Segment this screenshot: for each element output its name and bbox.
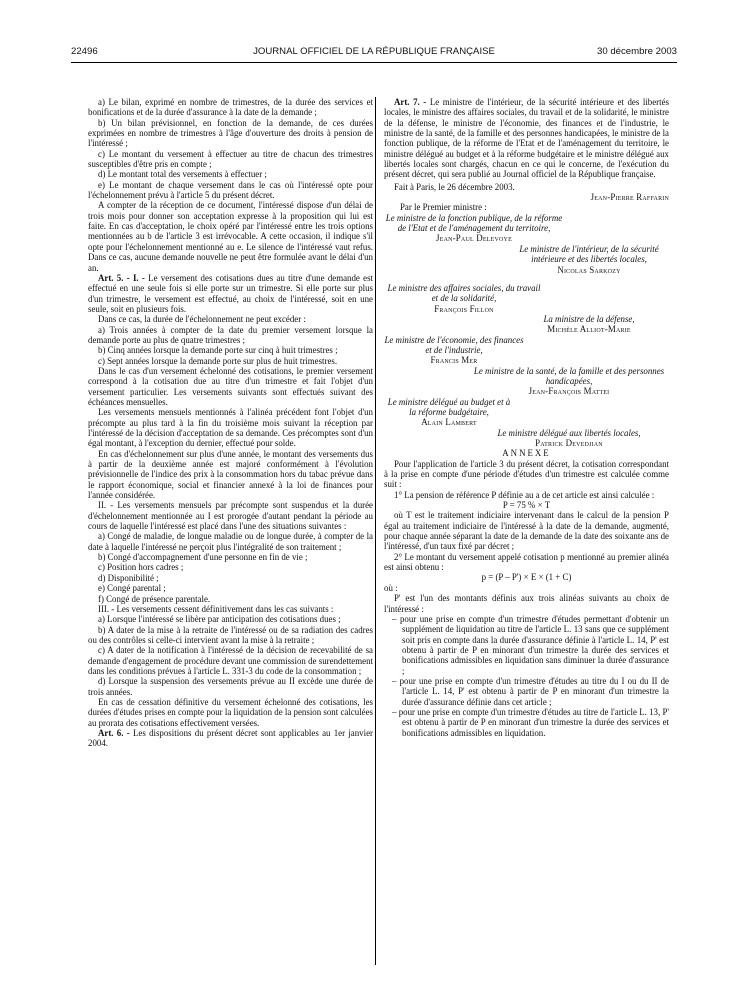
- paragraph: Dans ce cas, la durée de l'échelonnement ne peut excéder :: [98, 314, 306, 325]
- paragraph: b) Un bilan prévisionnel, en fonction de la demande, de ces durées exprimées en nombre de trimestres à l'âge d'ouverture des droits à pension de l'intéressé ;: [88, 117, 373, 149]
- signatory-title: Le ministre de la santé, de la famille et des personnes handicapées,: [473, 365, 665, 386]
- signatory-name: Michèle Alliot-Marie: [547, 324, 631, 335]
- paragraph: où :: [384, 582, 398, 593]
- paragraph: où T est le traitement indiciaire intervenant dans le calcul de la pension P égal au traitement indiciaire de l'intéressé à la date de la demande, augmenté, pour chaque année séparant la date de la demande de la date des soixante ans de l'intéressé, d'un taux fixé par décret ;: [384, 510, 669, 552]
- paragraph: Les versements mensuels mentionnés à l'alinéa précédent font l'objet d'un précompte au plus tard à la fin du troisième mois suivant la réception par l'intéressé de la décision d'acceptation de sa demande. Ces précomptes sont d'un égal montant, à l'exception du dernier, effectué pour solde.: [88, 407, 373, 449]
- formula: P = 75 % × T: [502, 500, 551, 511]
- issue-date: 30 décembre 2003: [596, 46, 677, 57]
- signatory-title: Le ministre de l'économie, des finances et de l'industrie,: [384, 334, 524, 355]
- signatory-name: Nicolas Sarkozy: [557, 264, 621, 275]
- place-date: Fait à Paris, le 26 décembre 2003.: [394, 181, 515, 192]
- signature-block: [469, 366, 669, 397]
- paragraph: II. - Les versements mensuels par précompte sont suspendus et la durée d'échelonnement mentionnée au I est prorogée d'autant pendant la période au cours de laquelle l'intéressé est placé dans l'une des situations suivantes :: [88, 500, 373, 532]
- signatory-name: François Fillon: [434, 303, 494, 314]
- journal-title: JOURNAL OFFICIEL DE LA RÉPUBLIQUE FRANÇAISE: [253, 46, 495, 57]
- paragraph: P' est l'un des montants définis aux trois alinéas suivants au choix de l'intéressé :: [384, 593, 669, 614]
- signature-intro: Par le Premier ministre :: [400, 202, 487, 213]
- left-column: [88, 97, 373, 749]
- signatory-name: Jean-Paul Delevoye: [436, 233, 512, 244]
- article-label: Art. 7. -: [394, 97, 427, 107]
- paragraph: c) Le montant du versement à effectuer au titre de chacun des trimestres susceptibles d'être pris en compte ;: [88, 148, 373, 170]
- paragraph: c) Sept années lorsque la demande porte sur plus de huit trimestres.: [98, 355, 338, 366]
- signatory-name: Jean-Pierre Raffarin: [590, 192, 669, 203]
- article-7: [384, 97, 669, 180]
- article-text: Le ministre de l'intérieur, de la sécurité intérieure et des libertés locales, le ministre des affaires sociales, du travail et de la solidarité, le ministre de la défense, le ministre de l'économie, des finances et de l'industrie, le ministre de la santé, de la famille et des personnes handicapées, le ministre de la fonction publique, de la réforme de l'Etat et de l'aménagement du territoire, le ministre délégué au budget et à la réforme budgétaire et le ministre délégué aux libertés locales sont chargés, chacun en ce qui le concerne, de l'exécution du présent décret, qui sera publié au Journal officiel de la République française.: [384, 97, 669, 180]
- paragraph: b) Cinq années lorsque la demande porte sur cinq à huit trimestres ;: [98, 345, 338, 356]
- paragraph: c) Position hors cadres ;: [98, 562, 184, 573]
- paragraph: a) Trois années à compter de la date du premier versement lorsque la demande porte au plus de quatre trimestres ;: [88, 324, 373, 345]
- paragraph: f) Congé de présence parentale.: [98, 593, 211, 604]
- signatory-title: Le ministre délégué au budget et à la réforme budgétaire,: [387, 396, 511, 417]
- paragraph: En cas d'échelonnement sur plus d'une année, le montant des versements dus à partir de la deuxième année est majoré conformément à l'évolution prévisionnelle de l'indice des prix à la consommation hors du tabac prévue dans le rapport économique, social et financier annexé à la loi de finances pour l'année considérée.: [88, 448, 373, 501]
- signatory-title: Le ministre délégué aux libertés locales,: [497, 427, 641, 438]
- signature-block: [384, 397, 514, 428]
- paragraph: d) Le montant total des versements à effectuer ;: [98, 169, 267, 180]
- article-text: Le versement des cotisations dues au titre d'une demande est effectué en une seule fois si elle porte sur un trimestre. Si elle porte sur plus d'un trimestre, le versement est effectué, au choix de l'intéressé, soit en une seule, soit en plusieurs fois.: [88, 272, 373, 314]
- page-number: 22496: [71, 46, 98, 57]
- signatory-title: Le ministre de la fonction publique, de la réforme de l'Etat et de l'aménagement du territoire,: [385, 212, 563, 234]
- right-column: [384, 97, 669, 738]
- signature-block: [469, 428, 669, 449]
- signatory-title: Le ministre de l'intérieur, de la sécurité intérieure et des libertés locales,: [519, 243, 659, 265]
- column-divider: [375, 97, 376, 965]
- paragraph: e) Le montant de chaque versement dans le cas où l'intéressé opte pour l'échelonnement prévu à l'article 5 du présent décret.: [88, 179, 373, 201]
- paragraph: A compter de la réception de ce document, l'intéressé dispose d'un délai de trois mois pour donner son acceptation expresse à la proposition qui lui est faite. En cas d'acceptation, le choix opéré par l'intéressé entre les trois options mentionnées au b de l'article 3 est irrévocable. A cette occasion, il indique s'il opte pour l'échelonnement mentionné au e. Le silence de l'intéressé vaut refus. Dans ce cas, aucune demande nouvelle ne peut être formulée avant le délai d'un an.: [88, 200, 373, 273]
- paragraph: Pour l'application de l'article 3 du présent décret, la cotisation correspondant à la prise en compte d'une période d'études d'un trimestre est calculée comme suit :: [384, 458, 669, 490]
- signature-block: [384, 335, 524, 366]
- signatory-name: Jean-François Mattei: [528, 386, 610, 397]
- list-item: – pour une prise en compte d'un trimestre d'études permettant d'obtenir un supplément de liquidation au titre de l'article L. 13 sans que ce supplément soit pris en compte dans la durée d'assurance définie à l'article L. 14, P' est obtenu à partir de P en minorant d'un trimestre la durée des services et bonifications admissibles en liquidation sans diminuer la durée d'assurance ;: [392, 613, 669, 676]
- paragraph: e) Congé parental ;: [98, 583, 166, 594]
- header-rule: [71, 62, 677, 63]
- article-label: Art. 6. -: [98, 727, 130, 738]
- article-text: Les dispositions du présent décret sont applicables au 1er janvier 2004.: [88, 727, 373, 749]
- paragraph: III. - Les versements cessent définitivement dans les cas suivants :: [98, 603, 334, 614]
- signatory-title: La ministre de la défense,: [543, 313, 635, 324]
- formula: p = (P – P') × E × (1 + C): [481, 572, 572, 583]
- annexe-heading: ANNEXE: [502, 448, 551, 459]
- signature-block: [384, 213, 564, 244]
- article-label: Art. 5. - I. -: [98, 272, 145, 283]
- article-5: [88, 273, 373, 314]
- list-item: – pour une prise en compte d'un trimestre d'études au titre de l'article L. 13, P' est obtenu à partir de P en minorant d'un trimestre la durée des services et bonifications admissibles en liquidation.: [392, 706, 669, 738]
- signature-block: [509, 314, 669, 335]
- paragraph: d) Disponibilité ;: [98, 572, 159, 583]
- paragraph: Dans le cas d'un versement échelonné des cotisations, le premier versement correspond à la cotisation due au titre d'un trimestre et fait l'objet d'un versement particulier. Les versements suivants sont effectués suivant des échéances mensuelles.: [88, 365, 373, 407]
- signatory-name: Alain Lambert: [421, 417, 477, 428]
- paragraph: b) Congé d'accompagnement d'une personne en fin de vie ;: [98, 552, 308, 563]
- list-item: – pour une prise en compte d'un trimestre d'études au titre du I ou du II de l'article L. 14, P' est obtenu à partir de P en minorant d'un trimestre la durée d'assurance définie dans cet article ;: [392, 675, 669, 707]
- paragraph: a) Le bilan, exprimé en nombre de trimestres, de la durée des services et bonifications et de la durée d'assurance à la date de la demande ;: [88, 97, 373, 118]
- paragraph: d) Lorsque la suspension des versements prévue au II excède une durée de trois années.: [88, 676, 373, 697]
- paragraph: c) A dater de la notification à l'intéressé de la décision de recevabilité de sa demande d'engagement de procédure devant une commission de surendettement dans les conditions prévues à l'article L. 331-3 du code de la consommation ;: [88, 645, 373, 676]
- signature-block: [509, 244, 669, 275]
- signatory-title: Le ministre des affaires sociales, du travail et de la solidarité,: [387, 282, 541, 304]
- paragraph: 2° Le montant du versement appelé cotisation p mentionné au premier alinéa est ainsi obtenu :: [384, 551, 669, 573]
- page-header: [71, 46, 677, 62]
- article-6: [88, 728, 373, 749]
- signatory-name: Francis Mer: [430, 355, 478, 366]
- paragraph: a) Lorsque l'intéressé se libère par anticipation des cotisations dues ;: [98, 614, 341, 625]
- signatory-name: Patrick Devedjian: [535, 438, 603, 448]
- signature-block: [384, 283, 544, 314]
- paragraph: a) Congé de maladie, de longue maladie ou de longue durée, à compter de la date à laquelle l'intéressé ne perçoit plus l'intégralité de son traitement ;: [88, 531, 373, 552]
- paragraph: 1° La pension de référence P définie au a de cet article est ainsi calculée :: [394, 489, 655, 500]
- paragraph: b) A dater de la mise à la retraite de l'intéressé ou de sa radiation des cadres ou des contrôles si celle-ci intervient avant la mise à la retraite ;: [88, 624, 373, 645]
- paragraph: En cas de cessation définitive du versement échelonné des cotisations, les durées d'études prises en compte pour la liquidation de la pension sont calculées au prorata des cotisations effectivement versées.: [88, 696, 373, 728]
